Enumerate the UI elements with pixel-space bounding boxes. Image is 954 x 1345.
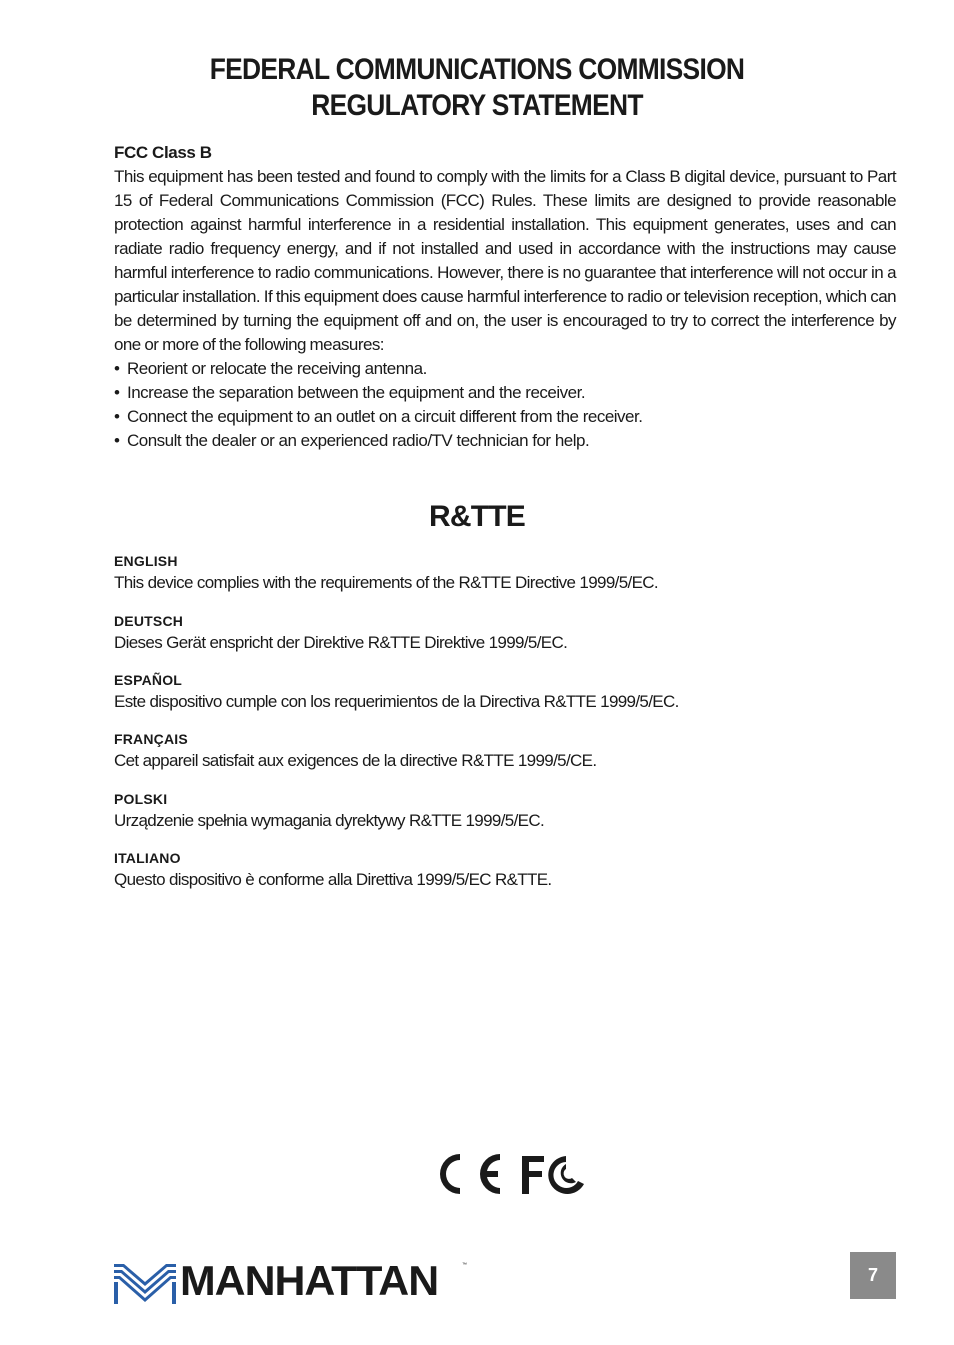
list-item — [114, 357, 896, 381]
page-title-line-2: REGULATORY STATEMENT — [311, 89, 643, 122]
language-label: DEUTSCH — [114, 613, 184, 629]
language-statement: Urządzenie spełnia wymagania dyrektywy R&TTE 1999/5/EC. — [114, 811, 545, 830]
language-block-francais — [114, 731, 896, 773]
language-statement: Questo dispositivo è conforme alla Direttiva 1999/5/EC R&TTE. — [114, 870, 552, 889]
list-item — [114, 381, 896, 405]
fcc-class-b-section — [114, 141, 896, 453]
language-block-espanol — [114, 672, 896, 714]
language-label: POLSKI — [114, 791, 168, 807]
measure-text: Consult the dealer or an experienced radio/TV technician for help. — [127, 431, 590, 450]
fcc-class-b-subtitle: FCC Class B — [114, 143, 212, 162]
measure-text: Increase the separation between the equipment and the receiver. — [127, 383, 586, 402]
language-block-deutsch — [114, 613, 896, 655]
language-statement: This device complies with the requirements of the R&TTE Directive 1999/5/EC. — [114, 573, 658, 592]
language-statement: Cet appareil satisfait aux exigences de la directive R&TTE 1999/5/CE. — [114, 751, 597, 770]
language-statement: Dieses Gerät enspricht der Direktive R&TTE Direktive 1999/5/EC. — [114, 633, 568, 652]
language-block-polski — [114, 791, 896, 833]
measure-text: Connect the equipment to an outlet on a circuit different from the receiver. — [127, 407, 643, 426]
bullet-icon: • — [114, 431, 120, 450]
page-number: 7 — [850, 1252, 896, 1299]
manhattan-logo — [114, 1258, 470, 1304]
language-block-english — [114, 553, 896, 595]
certification-logos — [438, 1150, 588, 1198]
language-label: FRANÇAIS — [114, 731, 188, 747]
language-statement: Este dispositivo cumple con los requerimientos de la Directiva R&TTE 1999/5/EC. — [114, 692, 679, 711]
fcc-mark-icon — [522, 1156, 584, 1194]
page-title-line-1: FEDERAL COMMUNICATIONS COMMISSION — [209, 53, 745, 86]
bullet-icon: • — [114, 407, 120, 426]
ce-mark-icon — [440, 1154, 500, 1194]
list-item — [114, 429, 896, 453]
bullet-icon: • — [114, 359, 120, 378]
rtte-heading: R&TTE — [429, 500, 525, 533]
bullet-icon: • — [114, 383, 120, 402]
measure-text: Reorient or relocate the receiving antenna. — [127, 359, 427, 378]
trademark-symbol: ™ — [462, 1262, 467, 1268]
fcc-statement-paragraph: This equipment has been tested and found to comply with the limits for a Class B digital device, pursuant to Part 15 of Federal Communications Commission (FCC) Rules. These limits are designed to provide reasonable protection against harmful interference in a residential installation. This equipment generates, uses and can radiate radio frequency energy, and if not installed and used in accordance with the instructions may cause harmful interference to radio communications. However, there is no guarantee that interference will not occur in a particular installation. If this equipment does cause harmful interference to radio or television reception, which can be determined by turning the equipment off and on, the user is encouraged to try to correct the interference by one or more of the following measures: — [114, 167, 896, 354]
brand-name: MANHATTAN — [180, 1257, 439, 1304]
list-item — [114, 405, 896, 429]
language-label: ENGLISH — [114, 553, 178, 569]
manhattan-emblem-icon — [114, 1260, 176, 1304]
page-title — [57, 52, 897, 124]
language-label: ESPAÑOL — [114, 672, 183, 688]
language-label: ITALIANO — [114, 850, 181, 866]
language-block-italiano — [114, 850, 896, 892]
measures-list — [114, 357, 896, 453]
